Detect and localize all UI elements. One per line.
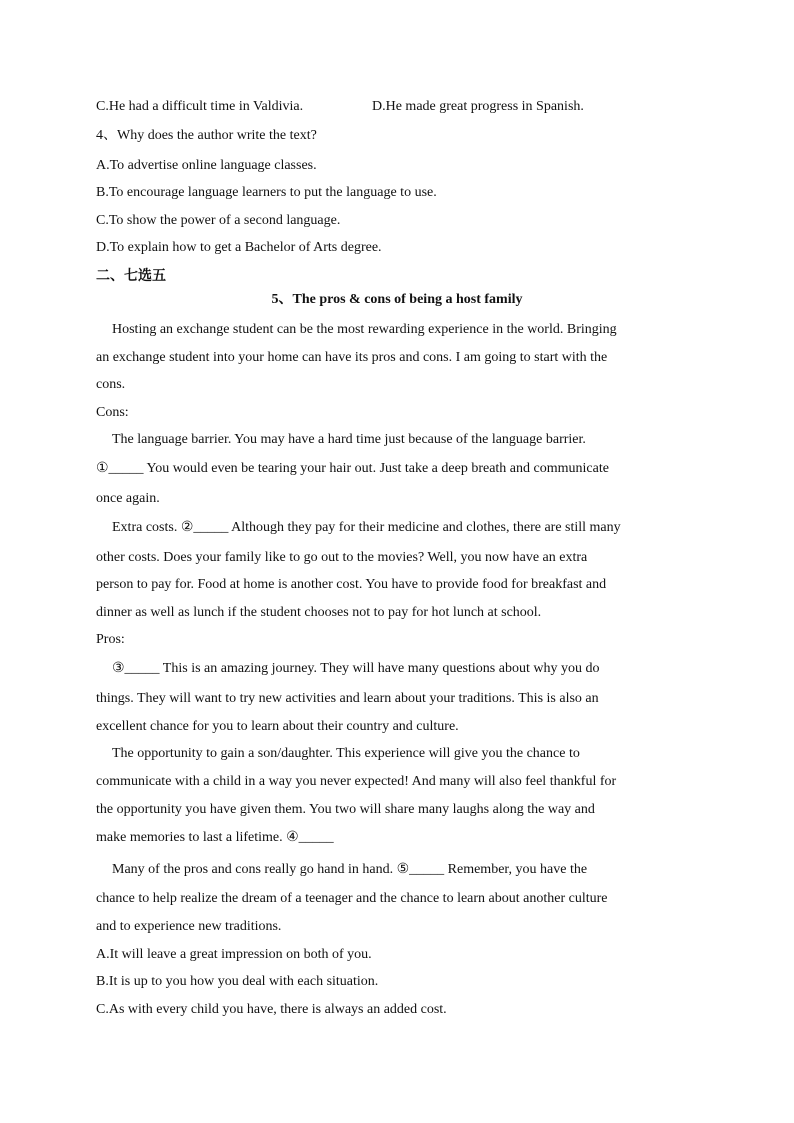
section-heading: 二、七选五 xyxy=(96,268,166,284)
q4-option-d: D.To explain how to get a Bachelor of Arts degree. xyxy=(96,240,382,255)
passage-line: cons. xyxy=(96,377,126,392)
passage-line: Hosting an exchange student can be the most rewarding experience in the world. Bringing xyxy=(112,322,617,337)
q3-options-row xyxy=(96,98,696,116)
passage-line: The language barrier. You may have a hard time just because of the language barrier. xyxy=(112,432,586,447)
pros-label: Pros: xyxy=(96,632,125,647)
passage-line: and to experience new traditions. xyxy=(96,919,282,934)
q4-question: 4、Why does the author write the text? xyxy=(96,128,317,143)
passage-line: other costs. Does your family like to go out to the movies? Well, you now have an extra xyxy=(96,550,588,565)
passage-line: an exchange student into your home can have its pros and cons. I am going to start with the xyxy=(96,350,608,365)
passage-line: the opportunity you have given them. You two will share many laughs along the way and xyxy=(96,802,595,817)
q3-option-c: C.He had a difficult time in Valdivia. xyxy=(96,99,304,114)
q4-option-c: C.To show the power of a second language. xyxy=(96,213,341,228)
option-c: C.As with every child you have, there is always an added cost. xyxy=(96,1002,447,1017)
passage-line: chance to help realize the dream of a teenager and the chance to learn about another culture xyxy=(96,891,608,906)
passage-line: once again. xyxy=(96,491,160,506)
passage-line: The opportunity to gain a son/daughter. This experience will give you the chance to xyxy=(112,746,580,761)
passage-title: 5、The pros & cons of being a host family xyxy=(271,292,523,307)
blank-3-line: ③_____ This is an amazing journey. They will have many questions about why you do xyxy=(112,661,600,676)
passage-line: excellent chance for you to learn about their country and culture. xyxy=(96,719,459,734)
q3-option-d: D.He made great progress in Spanish. xyxy=(372,99,584,114)
passage-line: things. They will want to try new activities and learn about your traditions. This is also an xyxy=(96,691,599,706)
blank-2-line: Extra costs. ②_____ Although they pay for their medicine and clothes, there are still many xyxy=(112,520,621,535)
passage-line: dinner as well as lunch if the student chooses not to pay for hot lunch at school. xyxy=(96,605,542,620)
option-a: A.It will leave a great impression on both of you. xyxy=(96,947,372,962)
cons-label: Cons: xyxy=(96,405,129,420)
q4-option-a: A.To advertise online language classes. xyxy=(96,158,317,173)
q4-option-b: B.To encourage language learners to put the language to use. xyxy=(96,185,437,200)
blank-4-line: make memories to last a lifetime. ④_____ xyxy=(96,830,334,845)
passage-line: communicate with a child in a way you never expected! And many will also feel thankful for xyxy=(96,774,617,789)
passage-line: person to pay for. Food at home is another cost. You have to provide food for breakfast and xyxy=(96,577,607,592)
option-b: B.It is up to you how you deal with each situation. xyxy=(96,974,379,989)
blank-5-line: Many of the pros and cons really go hand in hand. ⑤_____ Remember, you have the xyxy=(112,862,588,877)
blank-1-line: ①_____ You would even be tearing your hair out. Just take a deep breath and communicate xyxy=(96,461,609,476)
